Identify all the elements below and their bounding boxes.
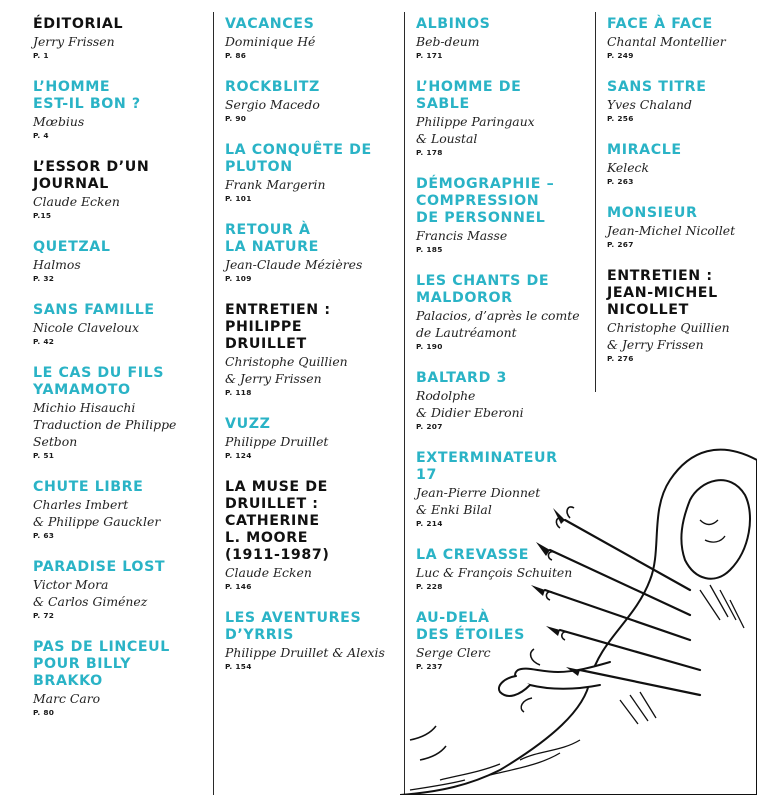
toc-entry: [33, 239, 203, 285]
entry-page-number: P. 237: [416, 662, 443, 671]
entry-page-number: P. 101: [225, 194, 252, 203]
entry-author: Francis Masse: [416, 228, 508, 243]
entry-author: Philippe Paringaux & Loustal: [416, 114, 535, 146]
entry-author: Jean-Michel Nicollet: [607, 223, 736, 238]
toc-entry: [607, 268, 757, 365]
entry-title: EXTERMINATEUR 17: [416, 450, 558, 483]
entry-title: CHUTE LIBRE: [33, 479, 144, 495]
entry-page-number: P. 51: [33, 451, 55, 460]
entry-page-number: P. 109: [225, 274, 252, 283]
entry-title: ROCKBLITZ: [225, 79, 320, 95]
toc-entry: [33, 639, 203, 719]
toc-entry: [416, 370, 586, 433]
toc-entry: [416, 176, 586, 256]
entry-title: L’ESSOR D’UN JOURNAL: [33, 159, 150, 192]
entry-page-number: P. 32: [33, 274, 55, 283]
entry-author: Charles Imbert & Philippe Gauckler: [33, 497, 161, 529]
entry-author: Jerry Frissen: [33, 34, 115, 49]
toc-entry: [607, 16, 757, 62]
entry-author: Palacios, d’après le comte de Lautréamont: [416, 308, 580, 340]
entry-title: VUZZ: [225, 416, 271, 432]
entry-title: AU-DELÀ DES ÉTOILES: [416, 610, 525, 643]
entry-page-number: P. 249: [607, 51, 634, 60]
entry-author: Sergio Macedo: [225, 97, 320, 112]
entry-page-number: P. 190: [416, 342, 443, 351]
entry-page-number: P. 63: [33, 531, 55, 540]
entry-author: Jean-Pierre Dionnet & Enki Bilal: [416, 485, 541, 517]
toc-entry: [607, 79, 757, 125]
entry-title: MIRACLE: [607, 142, 682, 158]
entry-title: L’HOMME DE SABLE: [416, 79, 522, 112]
entry-author: Serge Clerc: [416, 645, 491, 660]
toc-entry: [607, 142, 757, 188]
toc-entry: [225, 302, 395, 399]
toc-entry: [416, 79, 586, 159]
toc-entry: [33, 79, 203, 142]
entry-title: SANS FAMILLE: [33, 302, 155, 318]
entry-title: LA CREVASSE: [416, 547, 530, 563]
entry-author: Nicole Claveloux: [33, 320, 139, 335]
entry-page-number: P. 214: [416, 519, 443, 528]
entry-page-number: P. 146: [225, 582, 252, 591]
toc-column-1: [33, 16, 203, 736]
toc-entry: [225, 16, 395, 62]
column-divider: [595, 12, 596, 392]
entry-author: Michio Hisauchi Traduction de Philippe Setbon: [33, 400, 177, 449]
entry-title: BALTARD 3: [416, 370, 507, 386]
entry-author: Christophe Quillien & Jerry Frissen: [607, 320, 730, 352]
entry-page-number: P. 154: [225, 662, 252, 671]
entry-title: PARADISE LOST: [33, 559, 166, 575]
toc-entry: [225, 79, 395, 125]
entry-page-number: P. 256: [607, 114, 634, 123]
entry-page-number: P. 86: [225, 51, 247, 60]
entry-author: Yves Chaland: [607, 97, 692, 112]
toc-entry: [33, 159, 203, 222]
entry-title: LA CONQUÊTE DE PLUTON: [225, 142, 372, 175]
toc-column-4: [607, 16, 757, 382]
toc-entry: [416, 273, 586, 353]
toc-column-2: [225, 16, 395, 690]
entry-author: Philippe Druillet: [225, 434, 329, 449]
entry-author: Luc & François Schuiten: [416, 565, 573, 580]
entry-author: Victor Mora & Carlos Giménez: [33, 577, 148, 609]
entry-title: LE CAS DU FILS YAMAMOTO: [33, 365, 165, 398]
toc-entry: [33, 365, 203, 462]
toc-entry: [33, 16, 203, 62]
toc-entry: [607, 205, 757, 251]
entry-page-number: P. 185: [416, 245, 443, 254]
entry-author: Marc Caro: [33, 691, 101, 706]
entry-page-number: P. 178: [416, 148, 443, 157]
entry-title: FACE À FACE: [607, 16, 713, 32]
entry-title: LA MUSE DE DRUILLET : CATHERINE L. MOORE (1911-1987): [225, 479, 330, 563]
entry-title: RETOUR À LA NATURE: [225, 222, 319, 255]
entry-page-number: P. 124: [225, 451, 252, 460]
entry-page-number: P. 4: [33, 131, 49, 140]
entry-page-number: P. 80: [33, 708, 55, 717]
entry-page-number: P. 276: [607, 354, 634, 363]
entry-page-number: P. 118: [225, 388, 252, 397]
entry-title: ALBINOS: [416, 16, 491, 32]
entry-title: LES AVENTURES D’YRRIS: [225, 610, 362, 643]
toc-entry: [33, 302, 203, 348]
entry-author: Beb-deum: [416, 34, 480, 49]
entry-author: Chantal Montellier: [607, 34, 726, 49]
entry-author: Dominique Hé: [225, 34, 316, 49]
entry-author: Mœbius: [33, 114, 85, 129]
entry-page-number: P. 263: [607, 177, 634, 186]
entry-author: Claude Ecken: [225, 565, 312, 580]
entry-title: MONSIEUR: [607, 205, 698, 221]
entry-page-number: P. 1: [33, 51, 49, 60]
toc-entry: [33, 559, 203, 622]
entry-title: L’HOMME EST-IL BON ?: [33, 79, 141, 112]
entry-page-number: P. 72: [33, 611, 55, 620]
entry-title: DÉMOGRAPHIE – COMPRESSION DE PERSONNEL: [416, 176, 555, 226]
entry-title: SANS TITRE: [607, 79, 707, 95]
toc-entry: [416, 16, 586, 62]
entry-title: LES CHANTS DE MALDOROR: [416, 273, 550, 306]
toc-entry: [225, 222, 395, 285]
entry-author: Christophe Quillien & Jerry Frissen: [225, 354, 348, 386]
entry-author: Philippe Druillet & Alexis: [225, 645, 385, 660]
toc-entry: [225, 416, 395, 462]
entry-page-number: P. 228: [416, 582, 443, 591]
entry-title: PAS DE LINCEUL POUR BILLY BRAKKO: [33, 639, 170, 689]
entry-title: VACANCES: [225, 16, 315, 32]
entry-title: ENTRETIEN : JEAN-MICHEL NICOLLET: [607, 268, 718, 318]
entry-title: QUETZAL: [33, 239, 111, 255]
entry-page-number: P. 42: [33, 337, 55, 346]
entry-author: Keleck: [607, 160, 649, 175]
toc-entry: [225, 142, 395, 205]
entry-page-number: P.15: [33, 211, 52, 220]
entry-title: ENTRETIEN : PHILIPPE DRUILLET: [225, 302, 331, 352]
entry-author: Claude Ecken: [33, 194, 120, 209]
entry-page-number: P. 267: [607, 240, 634, 249]
entry-page-number: P. 207: [416, 422, 443, 431]
toc-entry: [225, 479, 395, 593]
entry-page-number: P. 171: [416, 51, 443, 60]
toc-entry: [33, 479, 203, 542]
arrow-pierced-warrior-illustration: [400, 440, 757, 795]
column-divider: [213, 12, 214, 795]
entry-author: Rodolphe & Didier Eberoni: [416, 388, 524, 420]
entry-page-number: P. 90: [225, 114, 247, 123]
entry-author: Halmos: [33, 257, 81, 272]
toc-entry: [225, 610, 395, 673]
entry-author: Jean-Claude Mézières: [225, 257, 363, 272]
entry-author: Frank Margerin: [225, 177, 326, 192]
entry-title: ÉDITORIAL: [33, 16, 124, 32]
